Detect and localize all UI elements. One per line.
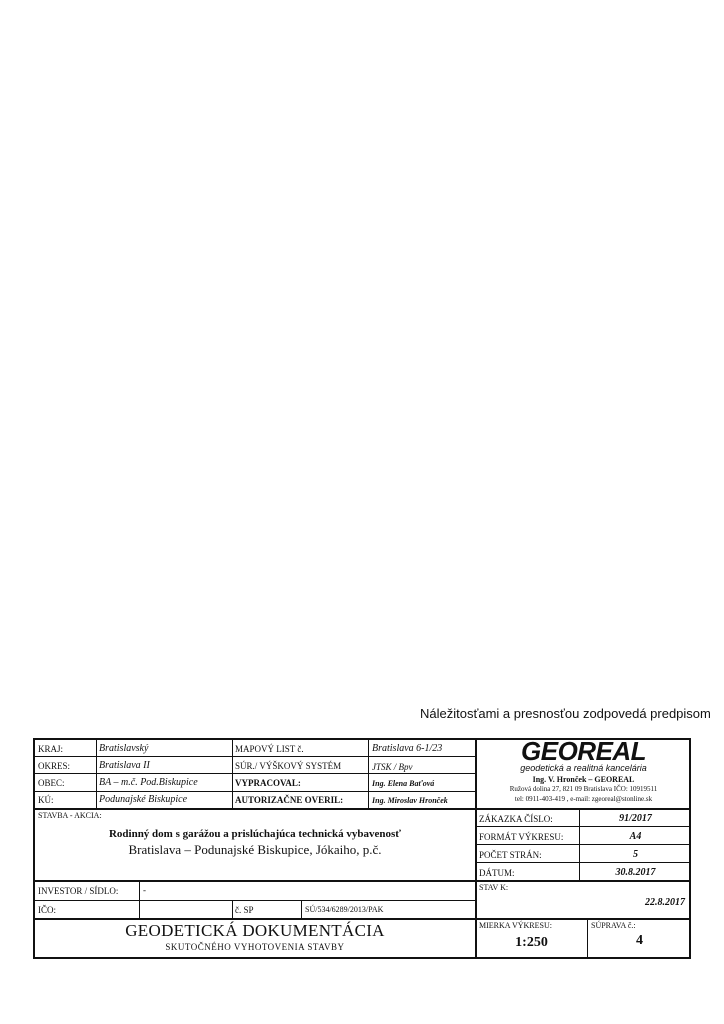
format-label: FORMÁT VÝKRESU: [479, 832, 564, 842]
col-line [139, 880, 140, 918]
col-line [232, 900, 233, 918]
row-line [475, 880, 691, 882]
stavba-label: STAVBA - AKCIA: [38, 811, 102, 820]
stav-k-value: 22.8.2017 [645, 897, 685, 908]
datum-label: DÁTUM: [479, 868, 515, 878]
row-line [475, 918, 691, 920]
autorizacne-value: Ing. Miroslav Hronček [372, 796, 448, 805]
vypracoval-label: VYPRACOVAL: [235, 778, 301, 788]
row-line [35, 900, 475, 901]
okres-label: OKRES: [38, 761, 71, 771]
company-owner: Ing. V. Hronček – GEOREAL [532, 775, 635, 784]
okres-value: Bratislava II [99, 760, 150, 771]
document-subtitle: SKUTOČNÉHO VYHOTOVENIA STAVBY [165, 942, 345, 952]
pocet-stran-value: 5 [633, 849, 638, 860]
col-line [96, 740, 97, 808]
row-line [35, 756, 475, 757]
row-line [475, 826, 691, 827]
stavba-location: Bratislava – Podunajské Biskupice, Jókaiho, p.č. [128, 842, 382, 857]
sur-system-label: SÚR./ VÝŠKOVÝ SYSTÉM [235, 761, 342, 771]
format-value: A4 [629, 831, 642, 842]
row-line [35, 880, 475, 882]
sur-system-value: JTSK / Bpv [372, 762, 413, 772]
csp-value: SÚ/534/6289/2013/PAK [305, 905, 384, 914]
investor-value: - [143, 885, 146, 895]
georeal-logo: GEOREAL [521, 736, 647, 766]
obec-value: BA – m.č. Pod.Biskupice [99, 777, 198, 788]
obec-label: OBEC: [38, 778, 65, 788]
document-title: GEODETICKÁ DOKUMENTÁCIA [125, 921, 385, 940]
zakazka-label: ZÁKAZKA ČÍSLO: [479, 814, 553, 824]
company-address: Ružová dolina 27, 821 09 Bratislava IČO: 10919511 [509, 785, 658, 793]
zakazka-value: 91/2017 [619, 813, 652, 824]
mapovy-list-value: Bratislava 6-1/23 [372, 743, 443, 754]
col-line [368, 740, 369, 808]
row-line [35, 918, 475, 920]
row-line [35, 808, 475, 810]
datum-value: 30.8.2017 [615, 867, 656, 878]
company-contact: tel: 0911-403-419 , e-mail: zgeoreal@stonline.sk [514, 795, 653, 803]
company-tagline: geodetická a realitná kancelária [520, 763, 647, 773]
vypracoval-value: Ing. Elena Baťová [372, 779, 435, 788]
mierka-label: MIERKA VÝKRESU: [479, 921, 552, 930]
autorizacne-label: AUTORIZAČNE OVERIL: [235, 795, 344, 805]
row-line [475, 844, 691, 845]
title-block [33, 738, 691, 959]
mierka-value: 1:250 [515, 935, 548, 950]
mapovy-list-label: MAPOVÝ LIST č. [235, 744, 304, 754]
row-line [35, 791, 475, 792]
stav-k-label: STAV K: [479, 883, 509, 892]
csp-label: č. SP [235, 905, 254, 915]
row-line [35, 773, 475, 774]
responsibility-note: Náležitosťami a presnosťou zodpovedá predpisom [420, 706, 711, 721]
kraj-value: Bratislavský [99, 743, 149, 754]
pocet-stran-label: POČET STRÁN: [479, 850, 542, 860]
suprava-value: 4 [636, 933, 643, 948]
stavba-title: Rodinný dom s garážou a prislúchajúca technická vybavenosť [108, 828, 402, 840]
row-line [475, 808, 691, 810]
kraj-label: KRAJ: [38, 744, 64, 754]
suprava-label: SÚPRAVA č.: [591, 921, 636, 930]
col-line [232, 740, 233, 808]
investor-label: INVESTOR / SÍDLO: [38, 886, 119, 896]
ku-value: Podunajské Biskupice [99, 794, 188, 805]
ku-label: KÚ: [38, 795, 54, 805]
col-line [301, 900, 302, 918]
ico-label: IČO: [38, 905, 56, 915]
row-line [475, 862, 691, 863]
